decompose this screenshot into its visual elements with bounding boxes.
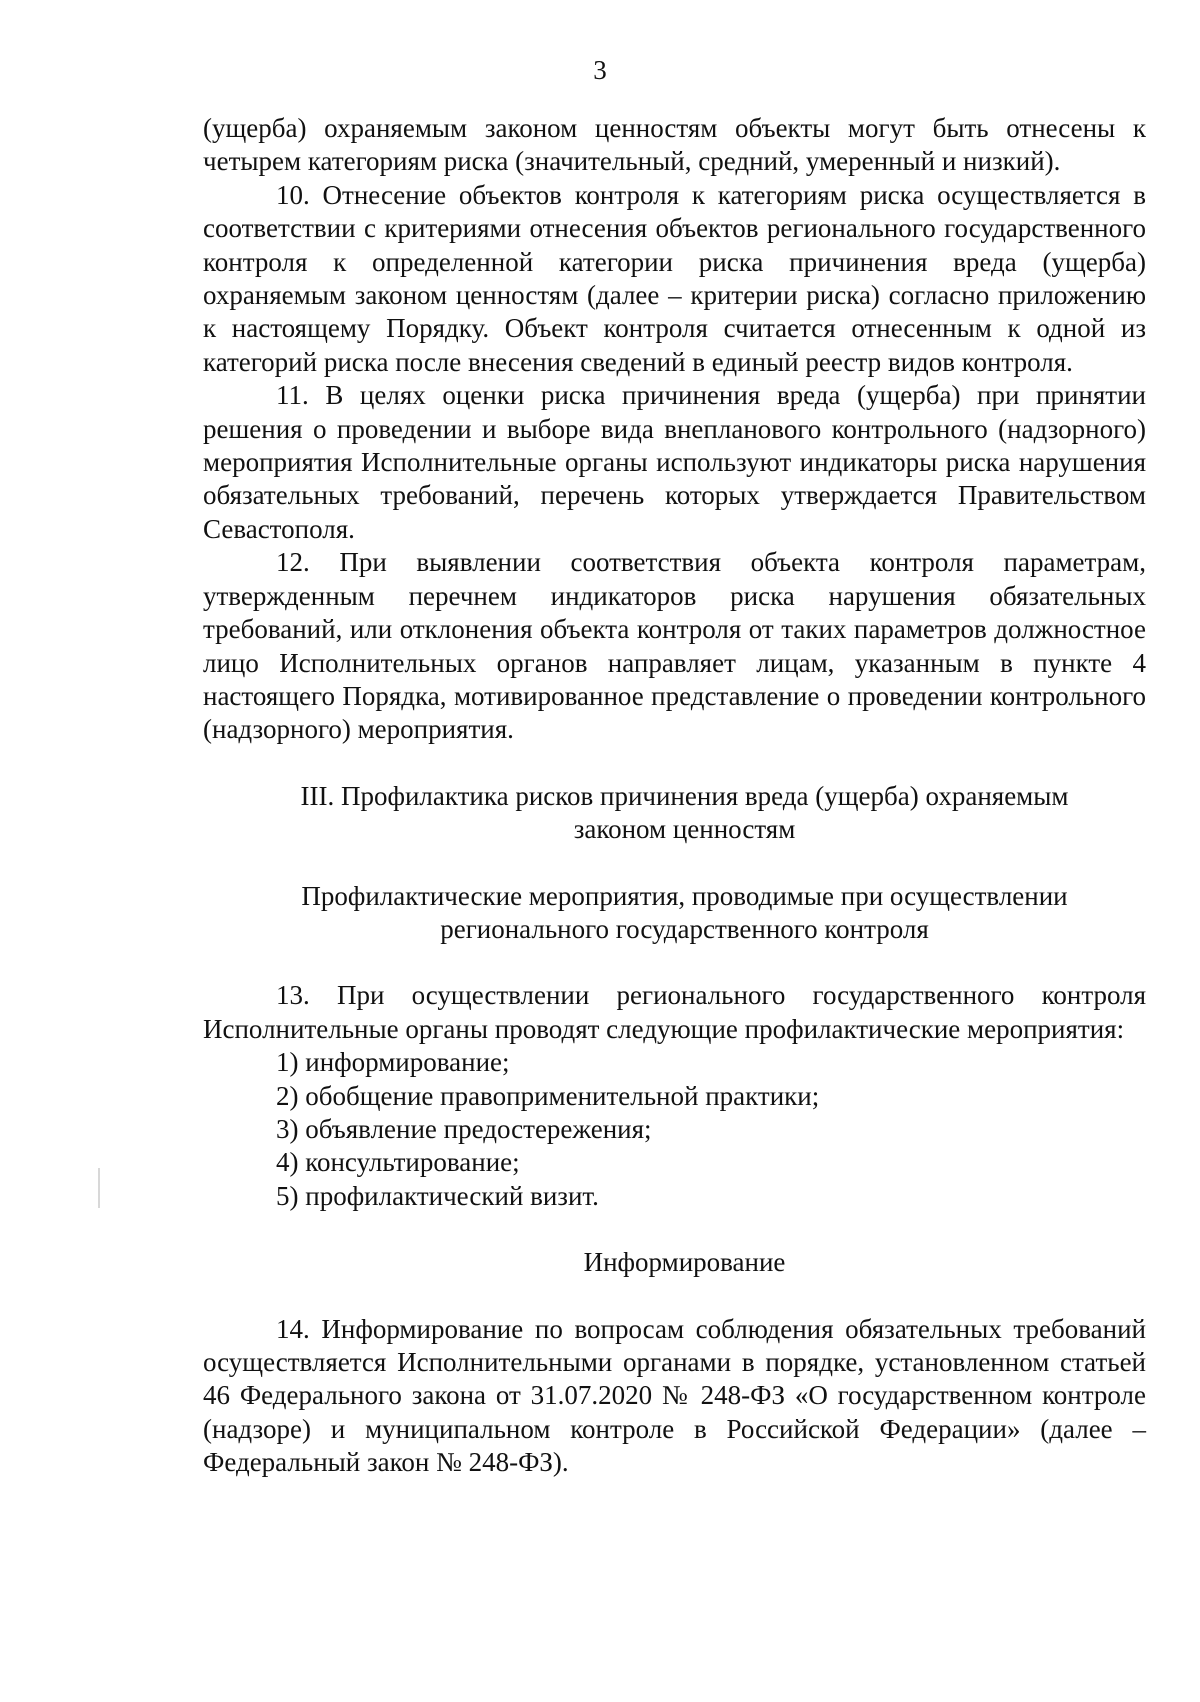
scan-artifact xyxy=(98,1168,100,1208)
subsection-heading xyxy=(203,880,1146,947)
list-item: 4) консультирование; xyxy=(276,1147,520,1178)
section-heading xyxy=(203,780,1146,847)
section-heading-line-1: III. Профилактика рисков причинения вреда (ущерба) охраняемым xyxy=(300,780,1069,811)
paragraph-13: 13. При осуществлении регионального государственного контроля Исполнительные органы проводят следующие профилактические мероприятия: xyxy=(203,980,1146,1044)
paragraph-11: 11. В целях оценки риска причинения вреда (ущерба) при принятии решения о проведении и выборе вида внепланового контрольного (надзорного) мероприятия Исполнительные органы используют индикаторы риска нарушения обязательных требований, перечень которых утверждается Правительством Севастополя. xyxy=(203,380,1146,544)
list-item: 5) профилактический визит. xyxy=(276,1180,599,1211)
subsection-heading-line-2: регионального государственного контроля xyxy=(440,913,929,944)
paragraph-9-continuation: (ущерба) охраняемым законом ценностям объекты могут быть отнесены к четырем категориям риска (значительный, средний, умеренный и низкий). xyxy=(203,113,1146,177)
document-body xyxy=(203,112,1146,1480)
page-number: 3 xyxy=(593,55,607,85)
subsection-heading-line-1: Профилактические мероприятия, проводимые при осуществлении xyxy=(301,880,1068,911)
paragraph-10: 10. Отнесение объектов контроля к категориям риска осуществляется в соответствии с критериями отнесения объектов регионального государственного контроля к определенной категории риска причинения вреда (ущерба) охраняемым законом ценностям (далее – критерии риска) согласно приложению к настоящему Порядку. Объект контроля считается отнесенным к одной из категорий риска после внесения сведений в единый реестр видов контроля. xyxy=(203,179,1146,377)
section-heading-line-2: законом ценностям xyxy=(573,814,796,845)
paragraph-14: 14. Информирование по вопросам соблюдения обязательных требований осуществляется Исполнительными органами в порядке, установленном статьей 46 Федерального закона от 31.07.2020 № 248-ФЗ «О государственном контроле (надзоре) и муниципальном контроле в Российской Федерации» (далее – Федеральный закон № 248-ФЗ). xyxy=(203,1313,1146,1478)
paragraph-12: 12. При выявлении соответствия объекта контроля параметрам, утвержденным перечнем индикаторов риска нарушения обязательных требований, или отклонения объекта контроля от таких параметров должностное лицо Исполнительных органов направляет лицам, указанным в пункте 4 настоящего Порядка, мотивированное представление о проведении контрольного (надзорного) мероприятия. xyxy=(203,547,1146,745)
preventive-measures-list xyxy=(203,1046,1146,1213)
list-item: 1) информирование; xyxy=(276,1047,510,1078)
list-item: 3) объявление предостережения; xyxy=(276,1113,652,1144)
informing-heading: Информирование xyxy=(583,1247,786,1278)
list-item: 2) обобщение правоприменительной практики; xyxy=(276,1080,820,1111)
